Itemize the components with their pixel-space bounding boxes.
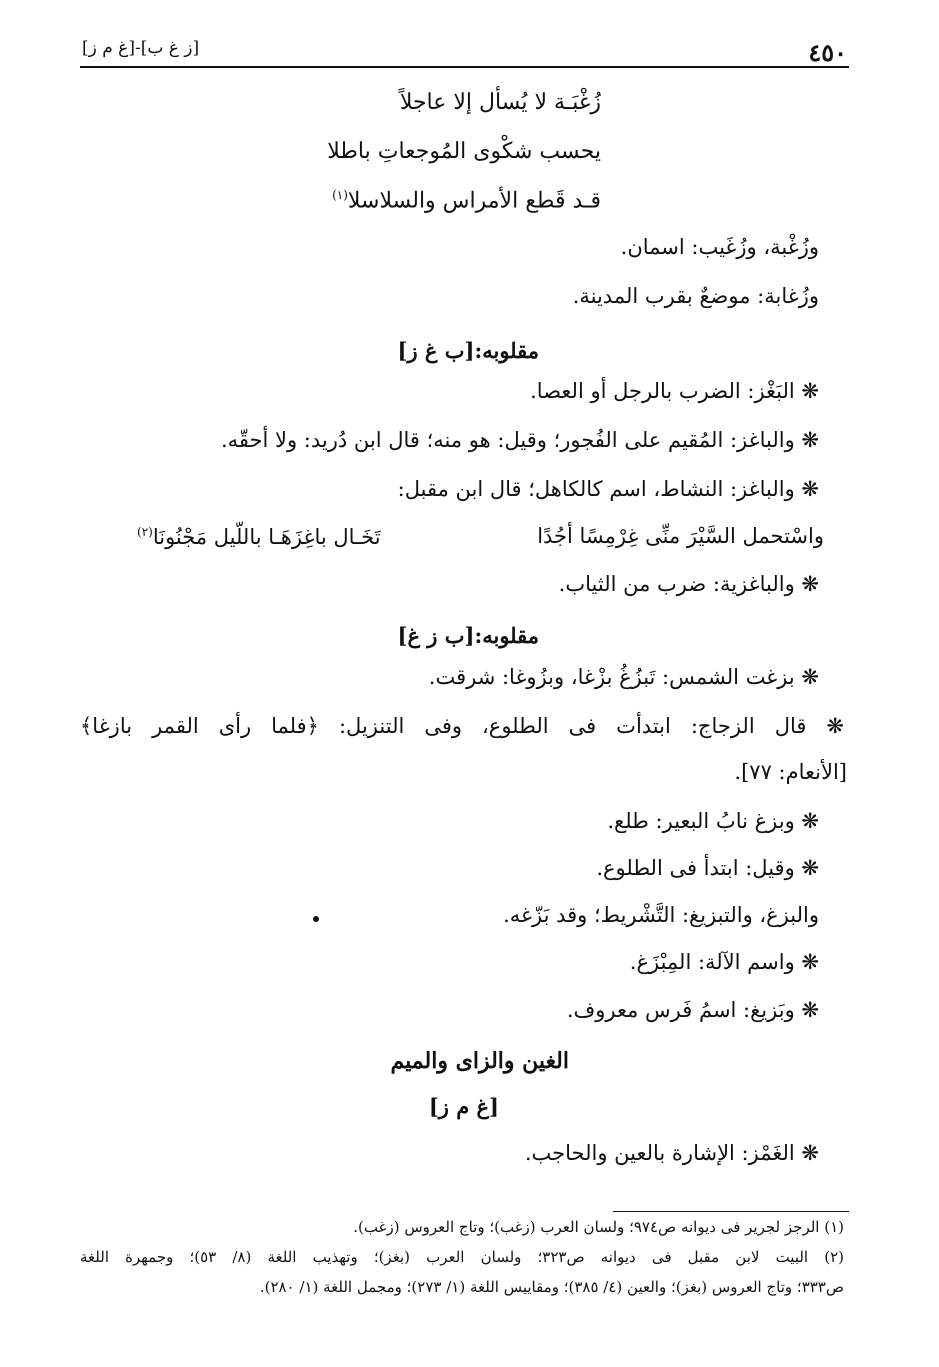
verse-line-2: يحسب شكْوى المُوجعاتِ باطلا <box>327 139 601 164</box>
chapter-heading: الغين والزاى والميم <box>390 1048 569 1074</box>
running-title: [ز غ ب]-[غ م ز] <box>82 38 200 58</box>
footnote-rule <box>613 1211 849 1212</box>
section-heading-baghz: مقلوبه:[ب غ ز] <box>397 338 539 363</box>
zajjaj-quote-line-2: [الأنعام: ٧٧]. <box>734 760 847 784</box>
zajjaj-quote-line-1: ❋ قال الزجاج: ابتدأت فى الطلوع، وفى التنزيل: ﴿فلما رأى القمر بازغا﴾ <box>80 714 844 738</box>
verse-line-1: زُغْبَـة لا يُسأل إلا عاجلاً <box>399 90 601 115</box>
entry-line: والبزغ، والتبزيغ: التَّشْريط؛ وقد بَزّغه. <box>503 903 819 927</box>
entry-line: ❋ الغَمْز: الإشارة بالعين والحاجب. <box>524 1141 819 1165</box>
text-line: وزُغابة: موضعٌ بقرب المدينة. <box>572 284 819 308</box>
entry-line: ❋ البَغْز: الضرب بالرجل أو العصا. <box>530 379 819 403</box>
footnote-1: (١) الرجز لجرير فى ديوانه ص٩٧٤؛ ولسان العرب (زغب)؛ وتاج العروس (زغب). <box>353 1218 844 1236</box>
footnote-2-line-1: (٢) البيت لابن مقبل فى ديوانه ص٣٢٣؛ ولسان العرب (بغز)؛ وتهذيب اللغة (٨/ ٥٣)؛ وجمهرة اللغة <box>80 1248 844 1266</box>
entry-line: ❋ واسم الآلة: المِبْزَغ. <box>629 950 819 974</box>
footnote-2-line-2: ص٣٣٣؛ وتاج العروس (بغز)؛ والعين (٤/ ٣٨٥)؛ ومقاييس اللغة (١/ ٢٧٣)؛ ومجمل اللغة (١/ ٢٨٠). <box>259 1278 844 1296</box>
verse-line-3-text: قـد قَطع الأمراس والسلاسلا <box>347 188 601 214</box>
entry-line: ❋ والباغز: المُقيم على الفُجور؛ وقيل: هو منه؛ قال ابن دُريد: ولا أحقّه. <box>220 428 819 452</box>
entry-line: ❋ والباغز: النشاط، اسم كالكاهل؛ قال ابن مقبل: <box>397 477 819 501</box>
entry-line: ❋ وبزغ نابُ البعير: طلع. <box>607 809 819 833</box>
ink-spot <box>313 916 319 922</box>
verse-line-3 <box>332 189 601 212</box>
couplet-first-hemistich: واسْتحمل السَّيْرَ منِّى غِرْمِسًا أجُدًا <box>537 524 824 548</box>
text-line: وزُغْبة، وزُغَيب: اسمان. <box>620 235 819 259</box>
root-heading: [غ م ز] <box>428 1094 499 1119</box>
footnote-ref-2: (٢) <box>137 525 153 539</box>
couplet-second-text: تَخَـال باغِزَهَـا باللّيل مَجْنُونَا <box>152 525 381 549</box>
header-rule <box>80 66 849 68</box>
entry-line: ❋ وبَزيغ: اسمُ فَرس معروف. <box>566 998 819 1022</box>
section-heading-bazagh: مقلوبه:[ب ز غ] <box>397 623 539 648</box>
couplet-second-hemistich <box>137 526 381 548</box>
entry-line: ❋ وقيل: ابتدأ فى الطلوع. <box>596 856 819 880</box>
entry-line: ❋ بزغت الشمس: تَبزُغُ بزْغا، وبزُوغا: شرقت. <box>428 665 819 689</box>
footnote-ref-1: (١) <box>332 188 348 202</box>
entry-line: ❋ والباغزية: ضرب من الثياب. <box>558 572 819 596</box>
page-number: ٤٥٠ <box>808 38 847 67</box>
